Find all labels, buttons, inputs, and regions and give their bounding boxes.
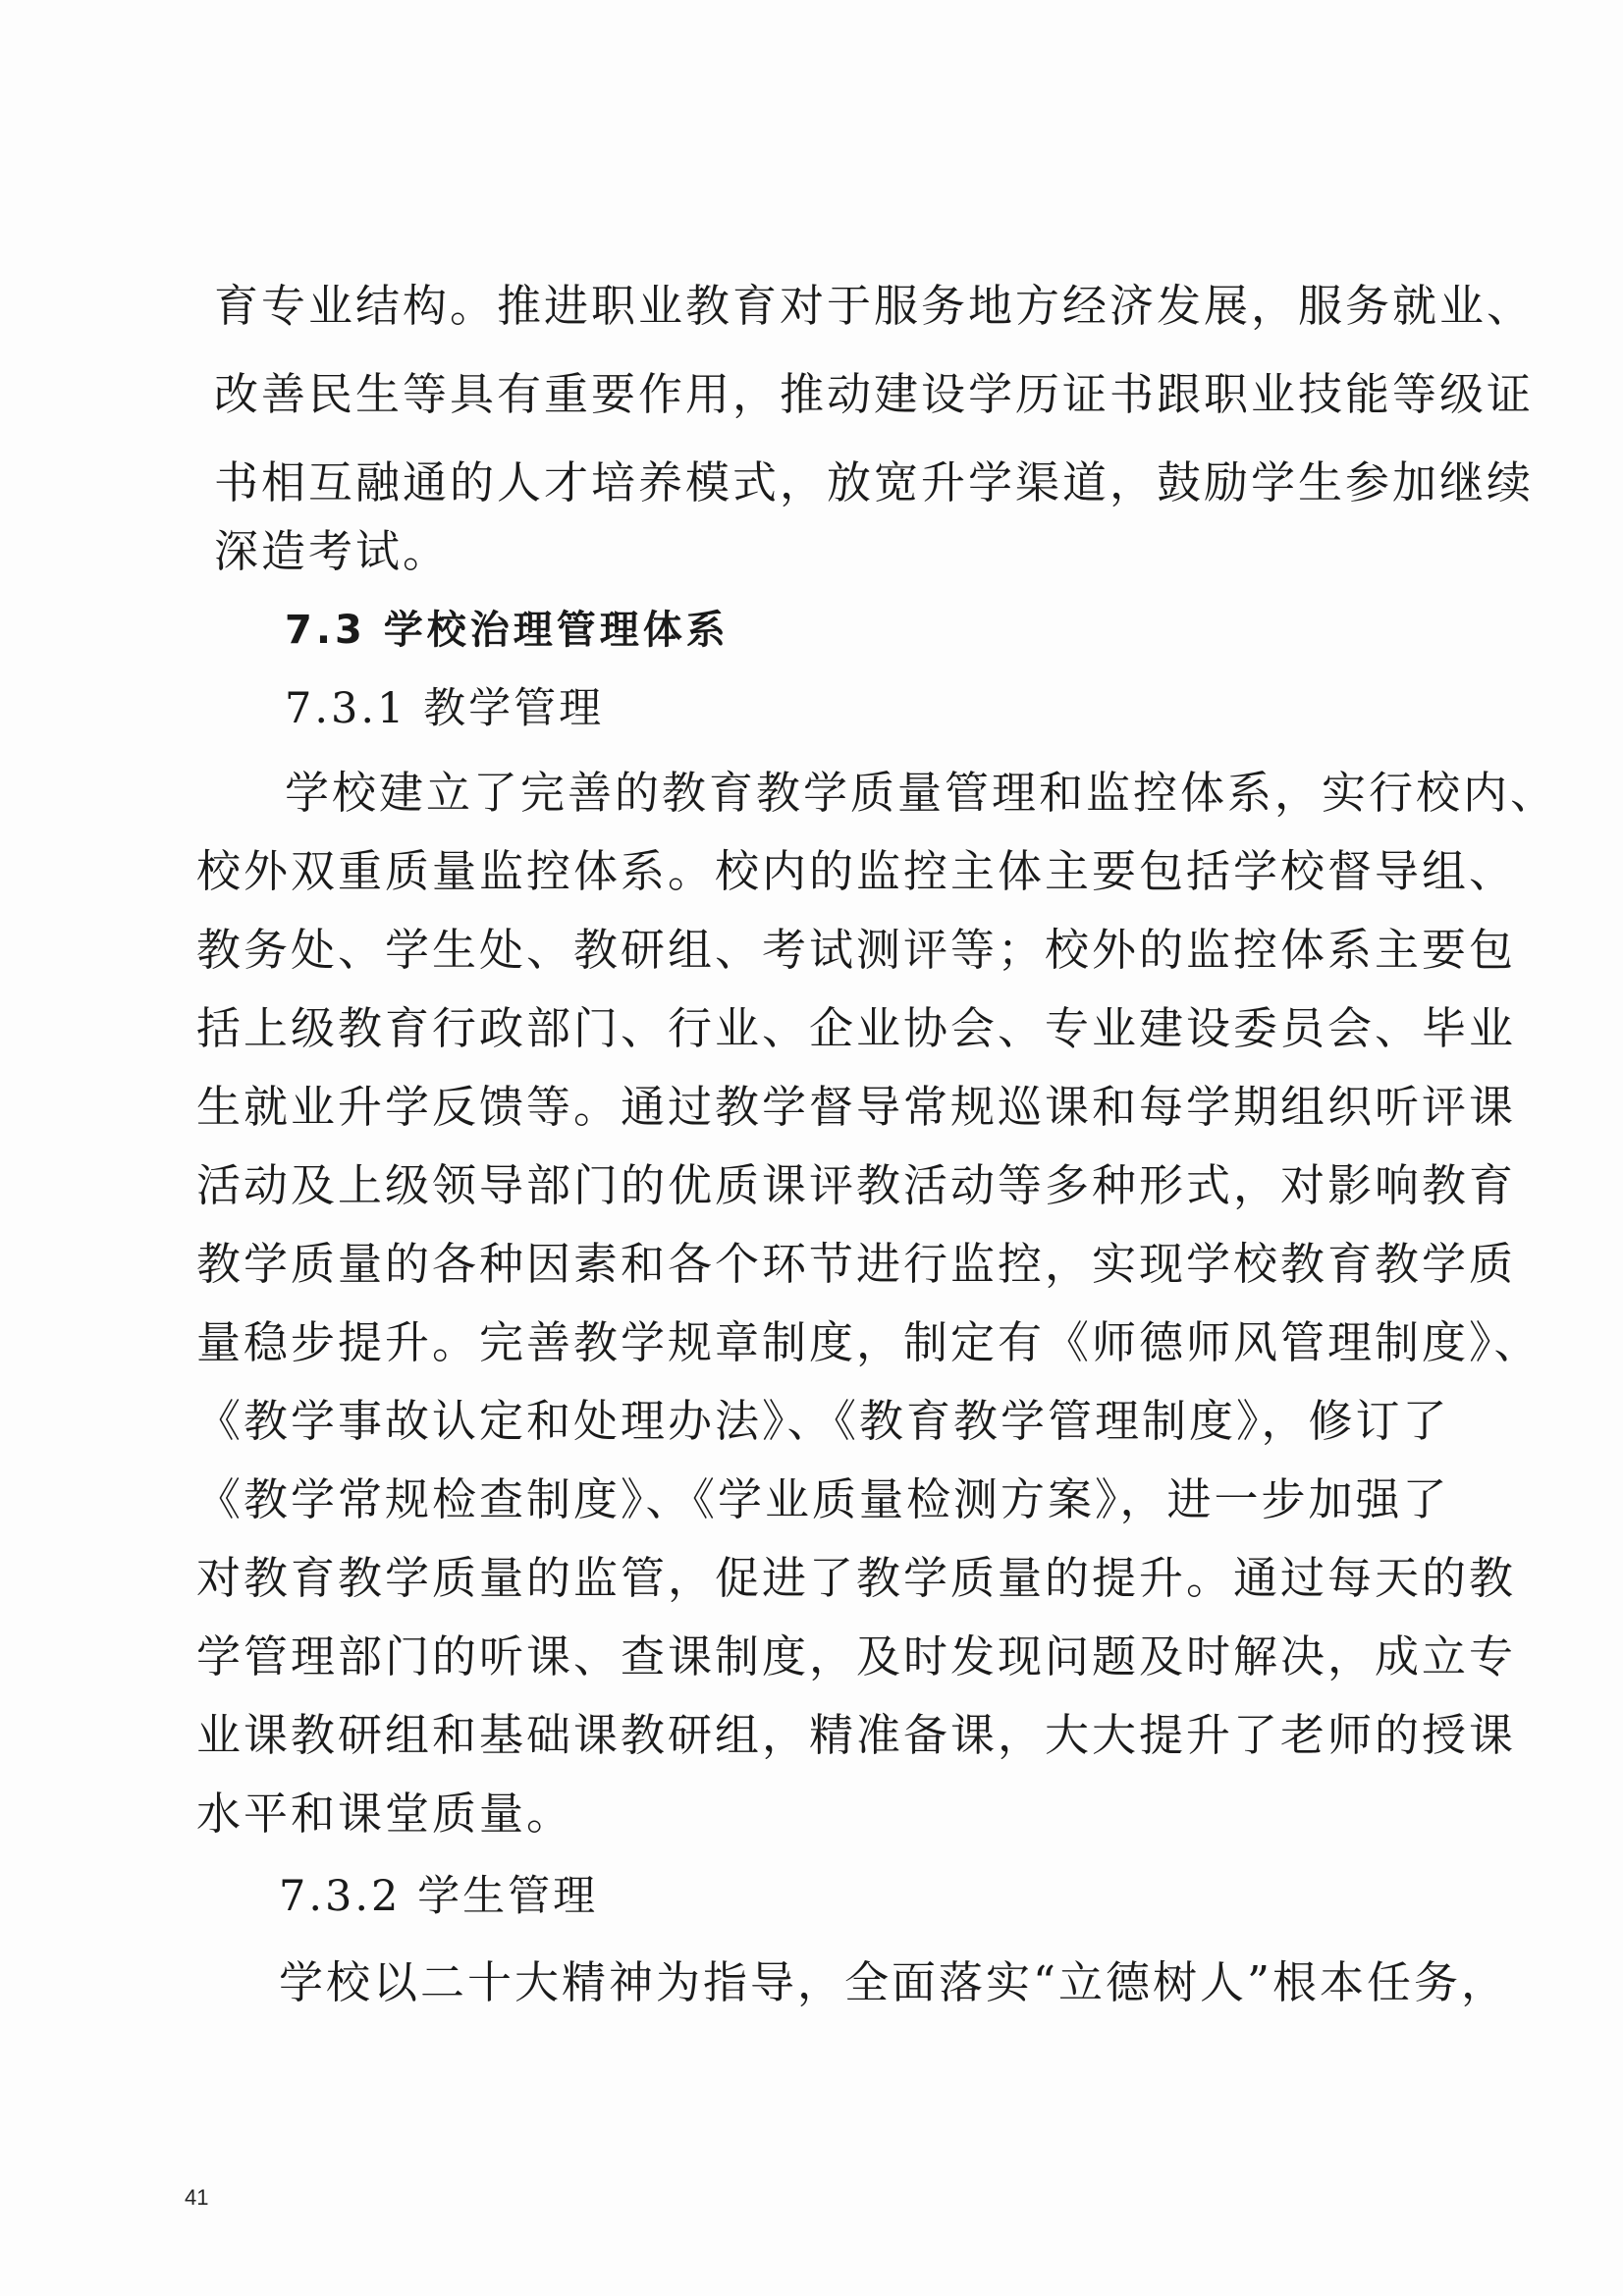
paragraph-line: 《教学事故认定和处理办法》、《教育教学管理制度》，修订了	[196, 1395, 1450, 1447]
paragraph-line: 深造考试。	[214, 525, 451, 577]
subsection-title: 7.3.1 教学管理	[285, 684, 605, 733]
paragraph-line: 《教学常规检查制度》、《学业质量检测方案》，进一步加强了	[196, 1473, 1450, 1525]
paragraph-line: 学校建立了完善的教育教学质量管理和监控体系，实行校内、	[285, 767, 1558, 819]
paragraph-line: 学校以二十大精神为指导，全面落实“立德树人”根本任务，	[279, 1956, 1509, 2008]
paragraph-line: 教学质量的各种因素和各个环节进行监控，实现学校教育教学质	[196, 1238, 1517, 1290]
paragraph-line: 书相互融通的人才培养模式，放宽升学渠道，鼓励学生参加继续	[214, 456, 1535, 508]
paragraph-line: 教务处、学生处、教研组、考试测评等；校外的监控体系主要包	[196, 924, 1517, 976]
paragraph-line: 育专业结构。推进职业教育对于服务地方经济发展，服务就业、	[214, 280, 1535, 332]
subsection-title: 7.3.2 学生管理	[279, 1872, 599, 1921]
paragraph-line: 业课教研组和基础课教研组，精准备课，大大提升了老师的授课	[196, 1709, 1517, 1761]
paragraph-line: 对教育教学质量的监管，促进了教学质量的提升。通过每天的教	[196, 1552, 1517, 1604]
paragraph-line: 活动及上级领导部门的优质课评教活动等多种形式，对影响教育	[196, 1159, 1517, 1211]
section-heading: 7.3 学校治理管理体系	[285, 608, 730, 653]
paragraph-line: 水平和课堂质量。	[196, 1788, 574, 1840]
paragraph-line: 校外双重质量监控体系。校内的监控主体主要包括学校督导组、	[196, 845, 1517, 897]
paragraph-line: 括上级教育行政部门、行业、企业协会、专业建设委员会、毕业	[196, 1002, 1517, 1054]
paragraph-line: 量稳步提升。完善教学规章制度，制定有《师德师风管理制度》、	[196, 1316, 1542, 1368]
paragraph-line: 生就业升学反馈等。通过教学督导常规巡课和每学期组织听评课	[196, 1081, 1517, 1133]
paragraph-line: 学管理部门的听课、查课制度，及时发现问题及时解决，成立专	[196, 1630, 1517, 1682]
page-number: 41	[185, 2185, 209, 2210]
paragraph-line: 改善民生等具有重要作用，推动建设学历证书跟职业技能等级证	[214, 368, 1535, 420]
